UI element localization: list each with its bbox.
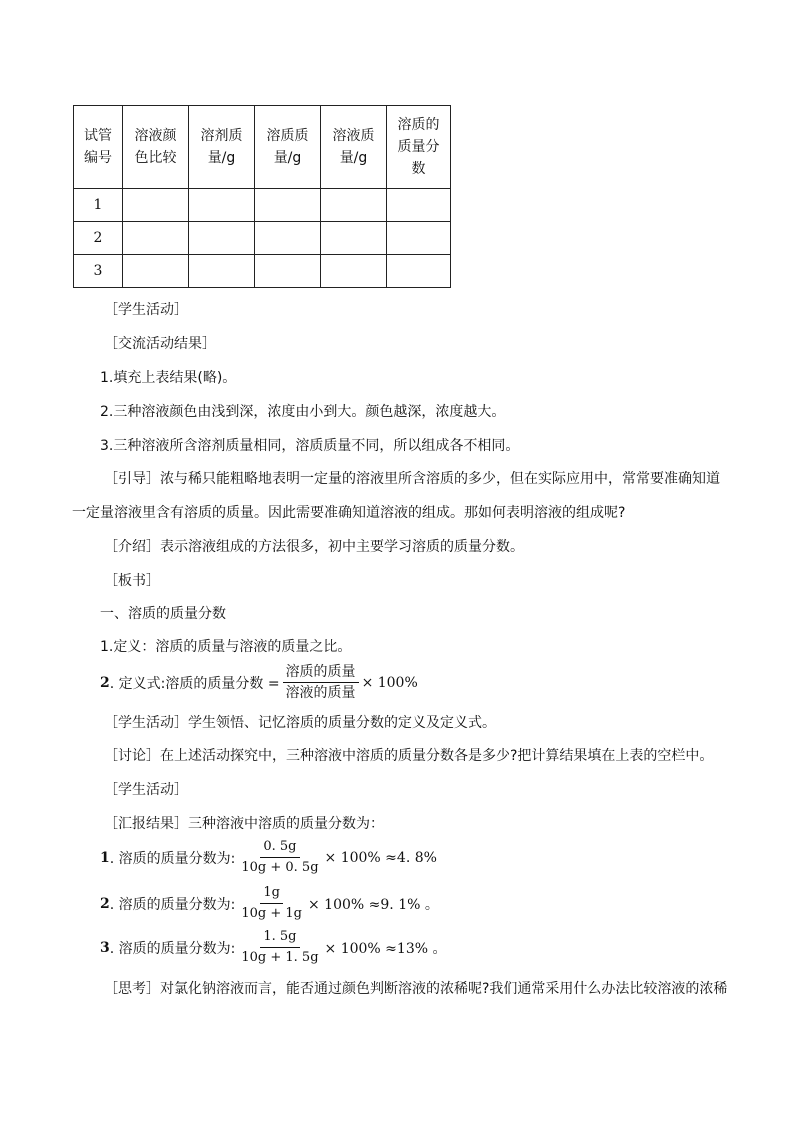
formula-prefix: . 溶质的质量分数为:	[109, 850, 236, 867]
paragraph-report-results: ［汇报结果］三种溶液中溶质的质量分数为：	[104, 816, 384, 832]
formula-fraction	[238, 928, 321, 967]
table-header-cell: 溶剂质 量/g	[189, 106, 255, 189]
fraction-denominator: 10g + 0. 5g	[241, 860, 319, 875]
fraction-denominator: 10g + 1g	[241, 906, 302, 921]
experiment-table	[73, 105, 451, 288]
formula-number: 2	[100, 895, 110, 912]
table-cell	[123, 189, 189, 222]
table-cell	[255, 255, 321, 288]
formula-suffix: × 100%	[361, 674, 418, 691]
table-header-cell: 溶液质 量/g	[321, 106, 387, 189]
formula-prefix: . 溶质的质量分数为:	[109, 940, 236, 957]
table-row	[74, 255, 451, 288]
fraction-denominator: 10g + 1. 5g	[241, 950, 319, 965]
table-cell	[387, 222, 451, 255]
table-header-cell: 溶质质 量/g	[255, 106, 321, 189]
paragraph-discussion: ［讨论］在上述活动探究中，三种溶液中溶质的质量分数各是多少?把计算结果填在上表的空栏中。	[104, 748, 714, 764]
formula-suffix: × 100% ≈9. 1% 。	[308, 896, 439, 913]
list-item: 2.三种溶液颜色由浅到深，浓度由小到大。颜色越深，浓度越大。	[100, 404, 506, 420]
formula-number: 3	[100, 939, 110, 956]
formula-suffix: × 100% ≈13% 。	[324, 940, 447, 957]
table-header-row	[74, 106, 451, 189]
table-cell	[321, 222, 387, 255]
formula-prefix: . 溶质的质量分数为:	[109, 896, 236, 913]
table-cell	[255, 222, 321, 255]
table-header-cell: 溶液颜 色比较	[123, 106, 189, 189]
table-row	[74, 189, 451, 222]
table-cell: 1	[74, 189, 123, 222]
fraction-numerator: 1g	[260, 884, 283, 904]
table-header-cell: 溶质的 质量分 数	[387, 106, 451, 189]
paragraph-guide-continued: 一定量溶液里含有溶质的质量。因此需要准确知道溶液的组成。那如何表明溶液的组成呢?	[72, 505, 626, 521]
table-cell	[321, 189, 387, 222]
result-formula-2	[100, 884, 439, 923]
paragraph-board: ［板书］	[104, 573, 160, 589]
paragraph-exchange-results: ［交流活动结果］	[104, 336, 216, 352]
formula-fraction	[238, 838, 321, 877]
table-row	[74, 222, 451, 255]
formula-prefix: . 定义式:溶质的质量分数 =	[109, 675, 280, 692]
fraction-numerator: 0. 5g	[260, 838, 299, 858]
table-header-cell: 试管 编号	[74, 106, 123, 189]
list-item: 3.三种溶液所含溶剂质量相同，溶质质量不同，所以组成各不相同。	[100, 438, 520, 454]
result-formula-1	[100, 838, 437, 877]
paragraph-introduce: ［介绍］表示溶液组成的方法很多，初中主要学习溶质的质量分数。	[104, 539, 524, 555]
formula-suffix: × 100% ≈4. 8%	[324, 849, 437, 866]
table-cell	[123, 255, 189, 288]
definition-line: 1.定义：溶质的质量与溶液的质量之比。	[100, 639, 352, 655]
paragraph-think: ［思考］对氯化钠溶液而言，能否通过颜色判断溶液的浓稀呢?我们通常采用什么办法比较溶液的浓稀	[104, 981, 728, 997]
formula-number: 1	[100, 849, 110, 866]
table-cell	[189, 255, 255, 288]
paragraph-student-activity-3: ［学生活动］	[104, 782, 188, 798]
section-heading: 一、溶质的质量分数	[100, 606, 226, 622]
paragraph-guide: ［引导］浓与稀只能粗略地表明一定量的溶液里所含溶质的多少，但在实际应用中，常常要准确知道	[104, 471, 720, 487]
table-cell	[387, 255, 451, 288]
table-cell	[189, 189, 255, 222]
formula-number: 2	[100, 674, 110, 691]
formula-fraction	[283, 663, 359, 702]
paragraph-student-activity-2: ［学生活动］学生领悟、记忆溶质的质量分数的定义及定义式。	[104, 715, 496, 731]
list-item: 1.填充上表结果(略)。	[100, 370, 237, 386]
formula-fraction	[238, 884, 305, 923]
paragraph-student-activity: ［学生活动］	[104, 302, 188, 318]
table-cell: 2	[74, 222, 123, 255]
table-cell	[255, 189, 321, 222]
table-cell	[123, 222, 189, 255]
table-cell	[189, 222, 255, 255]
definition-formula	[100, 663, 418, 702]
fraction-numerator: 1. 5g	[260, 928, 299, 948]
fraction-denominator: 溶液的质量	[285, 685, 356, 701]
table-cell: 3	[74, 255, 123, 288]
table-cell	[387, 189, 451, 222]
table-cell	[321, 255, 387, 288]
result-formula-3	[100, 928, 446, 967]
fraction-numerator: 溶质的质量	[283, 663, 359, 683]
